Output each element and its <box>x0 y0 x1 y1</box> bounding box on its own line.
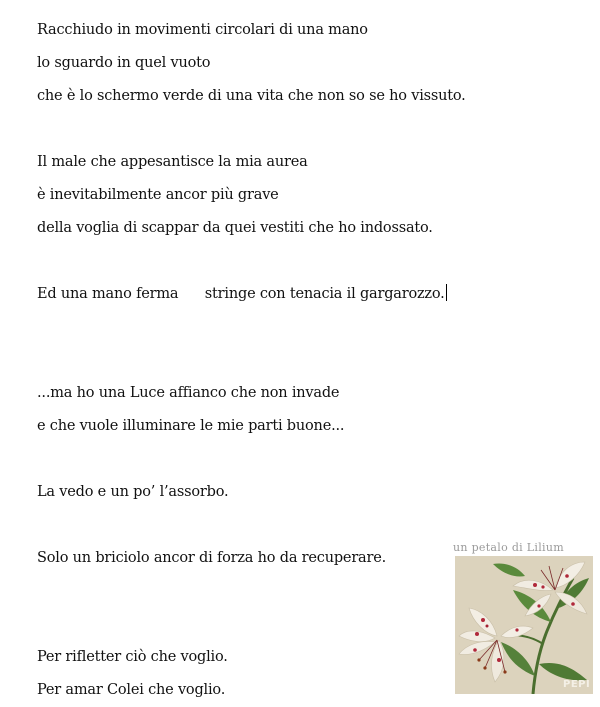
stanza-gap <box>37 311 577 344</box>
illustration-signature: PEPI <box>563 679 591 690</box>
poem-line: è inevitabilmente ancor più grave <box>37 187 279 203</box>
stanza-gap <box>37 509 577 542</box>
poem-line: che è lo schermo verde di una vita che non so se ho vissuto. <box>37 88 466 104</box>
poem-line: Il male che appesantisce la mia aurea <box>37 154 308 170</box>
lily-spot <box>473 648 477 652</box>
lily-spot <box>497 658 501 662</box>
stanza-gap <box>37 245 577 278</box>
poem-line: e che vuole illuminare le mie parti buone... <box>37 418 345 434</box>
lily-illustration <box>455 556 593 694</box>
poem-line: della voglia di scappar da quei vestiti che ho indossato. <box>37 220 433 236</box>
lily-spot <box>533 583 537 587</box>
lily-spot <box>541 585 544 588</box>
lily-anther <box>483 666 486 669</box>
poem-line: Ed una mano ferma stringe con tenacia il gargarozzo. <box>37 286 445 302</box>
lily-spot <box>481 618 485 622</box>
lily-spot <box>537 604 540 607</box>
lily-spot <box>486 625 489 628</box>
stanza-gap <box>37 344 577 377</box>
lily-spot <box>565 574 569 578</box>
poem-line: ...ma ho una Luce affianco che non invade <box>37 385 340 401</box>
poem-line: La vedo e un po’ l’assorbo. <box>37 484 229 500</box>
lily-spot <box>475 632 479 636</box>
lily-anther <box>503 670 506 673</box>
lily-spot <box>571 602 575 606</box>
poem-line: Per rifletter ciò che voglio. <box>37 649 228 665</box>
poem-line: Per amar Colei che voglio. <box>37 682 226 698</box>
stanza-gap <box>37 113 577 146</box>
poem-line: Racchiudo in movimenti circolari di una mano <box>37 22 368 38</box>
poem-line-with-caret[interactable] <box>37 278 577 311</box>
poem-line: Solo un briciolo ancor di forza ho da recuperare. <box>37 550 387 566</box>
lily-spot <box>515 628 518 631</box>
stanza-gap <box>37 443 577 476</box>
lily-anther <box>477 658 480 661</box>
illustration-caption: un petalo di Lilium <box>453 541 564 554</box>
text-caret <box>446 284 447 301</box>
poem-line: lo sguardo in quel vuoto <box>37 55 211 71</box>
